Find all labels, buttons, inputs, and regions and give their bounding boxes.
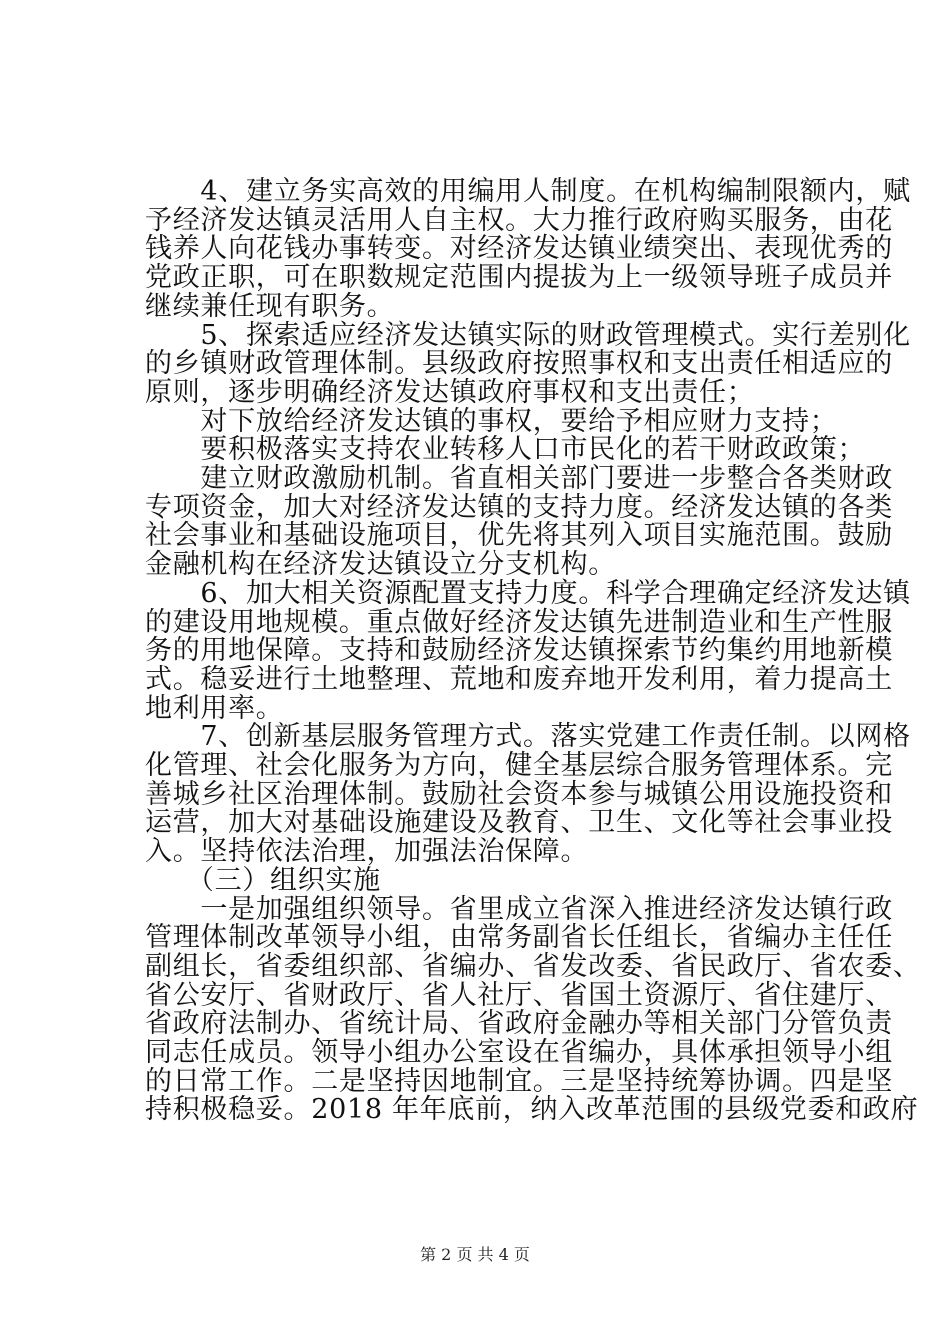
text-line: （三）组织实施 bbox=[145, 865, 381, 896]
text-line: 社会事业和基础设施项目，优先将其列入项目实施范围。鼓励 bbox=[145, 520, 893, 551]
text-line: 务的用地保障。支持和鼓励经济发达镇探索节约集约用地新模 bbox=[145, 635, 893, 666]
text-line: 原则，逐步明确经济发达镇政府事权和支出责任； bbox=[145, 377, 755, 408]
text-line: 同志任成员。领导小组办公室设在省编办，具体承担领导小组 bbox=[145, 1037, 893, 1068]
text-line: 专项资金，加大对经济发达镇的支持力度。经济发达镇的各类 bbox=[145, 492, 893, 523]
page-footer: 第 2 页 共 4 页 bbox=[420, 1245, 530, 1264]
text-line: 继续兼任现有职务。 bbox=[145, 291, 395, 322]
text-line: 7、创新基层服务管理方式。落实党建工作责任制。以网格 bbox=[145, 721, 911, 752]
text-line: 一是加强组织领导。省里成立省深入推进经济发达镇行政 bbox=[145, 894, 893, 925]
text-line: 的建设用地规模。重点做好经济发达镇先进制造业和生产性服 bbox=[145, 607, 893, 638]
text-line: 对下放给经济发达镇的事权，要给予相应财力支持； bbox=[145, 406, 838, 437]
text-line: 的日常工作。二是坚持因地制宜。三是坚持统筹协调。四是坚 bbox=[145, 1066, 893, 1097]
text-line: 管理体制改革领导小组，由常务副省长任组长，省编办主任任 bbox=[145, 922, 893, 953]
text-line: 持积极稳妥。2018 年年底前，纳入改革范围的县级党委和政府 bbox=[145, 1094, 919, 1125]
text-line: 式。稳妥进行土地整理、荒地和废弃地开发利用，着力提高土 bbox=[145, 664, 893, 695]
text-line: 建立财政激励机制。省直相关部门要进一步整合各类财政 bbox=[145, 463, 893, 494]
text-line: 副组长，省委组织部、省编办、省发改委、省民政厅、省农委、 bbox=[145, 951, 921, 982]
text-line: 4、建立务实高效的用编用人制度。在机构编制限额内，赋 bbox=[145, 176, 911, 207]
text-line: 入。坚持依法治理，加强法治保障。 bbox=[145, 836, 589, 867]
text-line: 善城乡社区治理体制。鼓励社会资本参与城镇公用设施投资和 bbox=[145, 779, 893, 810]
text-line: 党政正职，可在职数规定范围内提拔为上一级领导班子成员并 bbox=[145, 262, 893, 293]
text-line: 6、加大相关资源配置支持力度。科学合理确定经济发达镇 bbox=[145, 578, 911, 609]
text-line: 化管理、社会化服务为方向，健全基层综合服务管理体系。完 bbox=[145, 750, 893, 781]
text-line: 省公安厅、省财政厅、省人社厅、省国土资源厅、省住建厅、 bbox=[145, 980, 893, 1011]
text-line: 省政府法制办、省统计局、省政府金融办等相关部门分管负责 bbox=[145, 1008, 893, 1039]
text-line: 要积极落实支持农业转移人口市民化的若干财政政策； bbox=[145, 434, 866, 465]
text-line: 予经济发达镇灵活用人自主权。大力推行政府购买服务，由花 bbox=[145, 205, 893, 236]
text-line: 地利用率。 bbox=[145, 693, 284, 724]
text-line: 5、探索适应经济发达镇实际的财政管理模式。实行差别化 bbox=[145, 320, 911, 351]
text-line: 运营，加大对基础设施建设及教育、卫生、文化等社会事业投 bbox=[145, 807, 893, 838]
text-line: 金融机构在经济发达镇设立分支机构。 bbox=[145, 549, 616, 580]
text-line: 钱养人向花钱办事转变。对经济发达镇业绩突出、表现优秀的 bbox=[145, 233, 893, 264]
text-line: 的乡镇财政管理体制。县级政府按照事权和支出责任相适应的 bbox=[145, 348, 893, 379]
